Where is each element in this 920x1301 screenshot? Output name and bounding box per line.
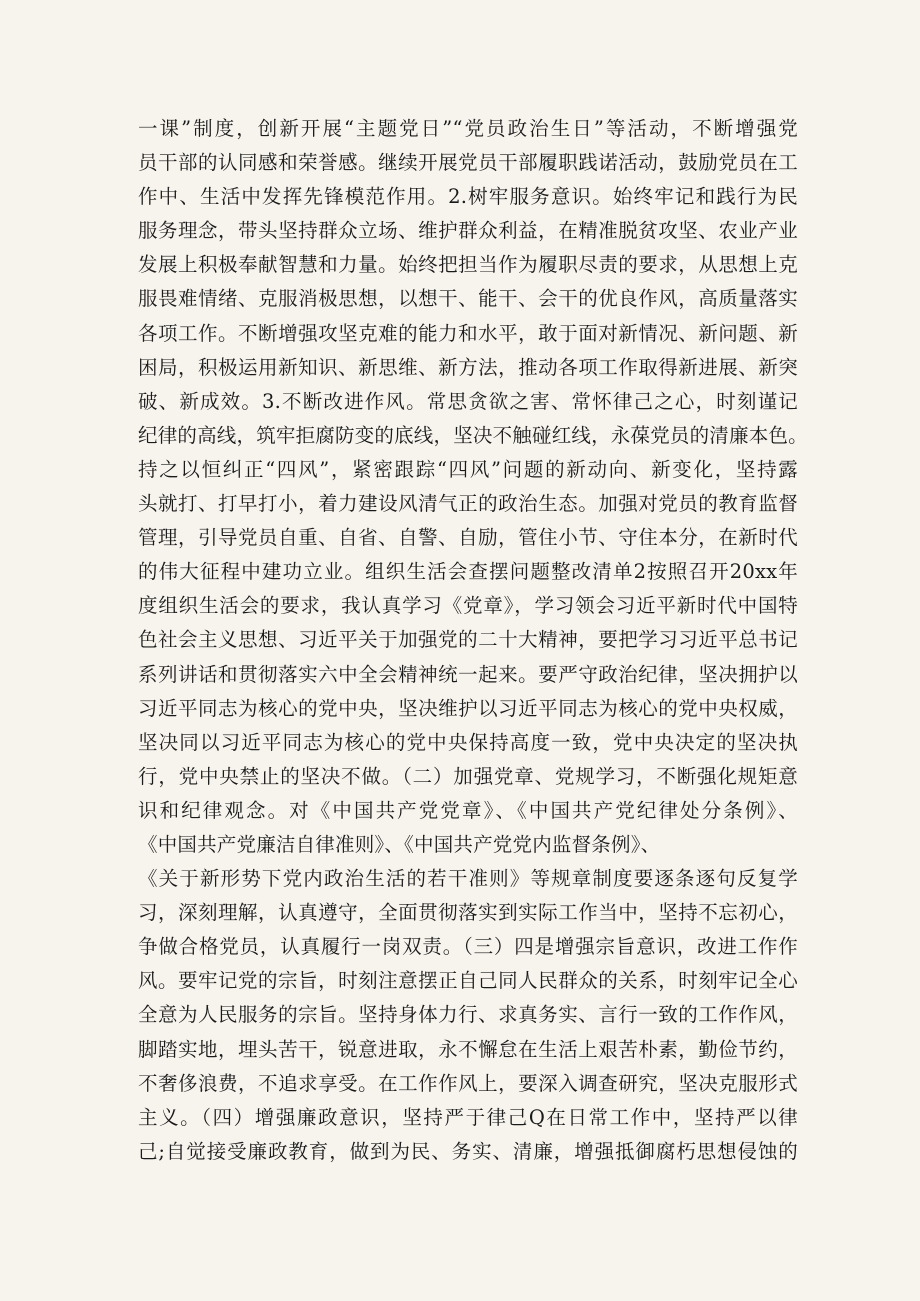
text-line: 坚决同以习近平同志为核心的党中央保持高度一致，党中央决定的坚决执 bbox=[138, 730, 798, 754]
text-line: 服务理念，带头坚持群众立场、维护群众利益，在精准脱贫攻坚、农业产业 bbox=[138, 219, 798, 243]
text-line: 己;自觉接受廉政教育，做到为民、务实、清廉，增强抵御腐朽思想侵蚀的 bbox=[138, 1139, 798, 1163]
text-line: 管理，引导党员自重、自省、自警、自励，管住小节、守住本分，在新时代 bbox=[138, 526, 798, 550]
text-line: 《关于新形势下党内政治生活的若干准则》等规章制度要逐条逐句反复学 bbox=[138, 867, 798, 891]
text-line: 头就打、打早打小，着力建设风清气正的政治生态。加强对党员的教育监督 bbox=[138, 492, 798, 516]
text-line: 识和纪律观念。对《中国共产党党章》、《中国共产党纪律处分条例》、 bbox=[138, 798, 798, 822]
text-line: 员干部的认同感和荣誉感。继续开展党员干部履职践诺活动，鼓励党员在工 bbox=[138, 151, 798, 175]
text-line: 度组织生活会的要求，我认真学习《党章》，学习领会习近平新时代中国特 bbox=[138, 594, 798, 618]
text-line: 争做合格党员，认真履行一岗双责。（三）四是增强宗旨意识，改进工作作 bbox=[138, 935, 798, 959]
text-line: 色社会主义思想、习近平关于加强党的二十大精神，要把学习习近平总书记 bbox=[138, 628, 798, 652]
text-line: 一课”制度，创新开展“主题党日”“党员政治生日”等活动，不断增强党 bbox=[138, 117, 798, 140]
text-line: 各项工作。不断增强攻坚克难的能力和水平，敢于面对新情况、新问题、新 bbox=[138, 321, 798, 345]
text-line: 脚踏实地，埋头苦干，锐意进取，永不懈怠在生活上艰苦朴素，勤俭节约， bbox=[138, 1037, 798, 1061]
text-line: 破、新成效。3.不断改进作风。常思贪欲之害、常怀律己之心，时刻谨记 bbox=[138, 389, 798, 413]
text-line: 的伟大征程中建功立业。组织生活会查摆问题整改清单2按照召开20xx年 bbox=[138, 560, 798, 584]
text-line: 持之以恒纠正“四风”，紧密跟踪“四风”问题的新动向、新变化，坚持露 bbox=[138, 457, 798, 481]
text-line: 主义。（四）增强廉政意识，坚持严于律己Q在日常工作中，坚持严以律 bbox=[138, 1105, 798, 1129]
text-line: 行，党中央禁止的坚决不做。（二）加强党章、党规学习，不断强化规矩意 bbox=[138, 764, 798, 788]
text-line: 服畏难情绪、克服消极思想，以想干、能干、会干的优良作风，高质量落实 bbox=[138, 287, 798, 311]
body-text bbox=[138, 112, 808, 1169]
text-line: 不奢侈浪费，不追求享受。在工作作风上，要深入调查研究，坚决克服形式 bbox=[138, 1071, 798, 1095]
text-line: 系列讲话和贯彻落实六中全会精神统一起来。要严守政治纪律，坚决拥护以 bbox=[138, 662, 798, 686]
text-line: 作中、生活中发挥先锋模范作用。2.树牢服务意识。始终牢记和践行为民 bbox=[138, 185, 798, 209]
text-line: 《中国共产党廉洁自律准则》、《中国共产党党内监督条例》、 bbox=[138, 832, 661, 856]
text-line: 风。要牢记党的宗旨，时刻注意摆正自己同人民群众的关系，时刻牢记全心 bbox=[138, 969, 798, 993]
text-line: 全意为人民服务的宗旨。坚持身体力行、求真务实、言行一致的工作作风， bbox=[138, 1003, 798, 1027]
text-line: 习近平同志为核心的党中央，坚决维护以习近平同志为核心的党中央权威， bbox=[138, 696, 798, 720]
text-line: 纪律的高线，筑牢拒腐防变的底线，坚决不触碰红线，永葆党员的清廉本色。 bbox=[138, 423, 808, 447]
text-line: 习，深刻理解，认真遵守，全面贯彻落实到实际工作当中，坚持不忘初心， bbox=[138, 901, 798, 925]
text-line: 发展上积极奉献智慧和力量。始终把担当作为履职尽责的要求，从思想上克 bbox=[138, 253, 798, 277]
text-line: 困局，积极运用新知识、新思维、新方法，推动各项工作取得新进展、新突 bbox=[138, 355, 798, 379]
